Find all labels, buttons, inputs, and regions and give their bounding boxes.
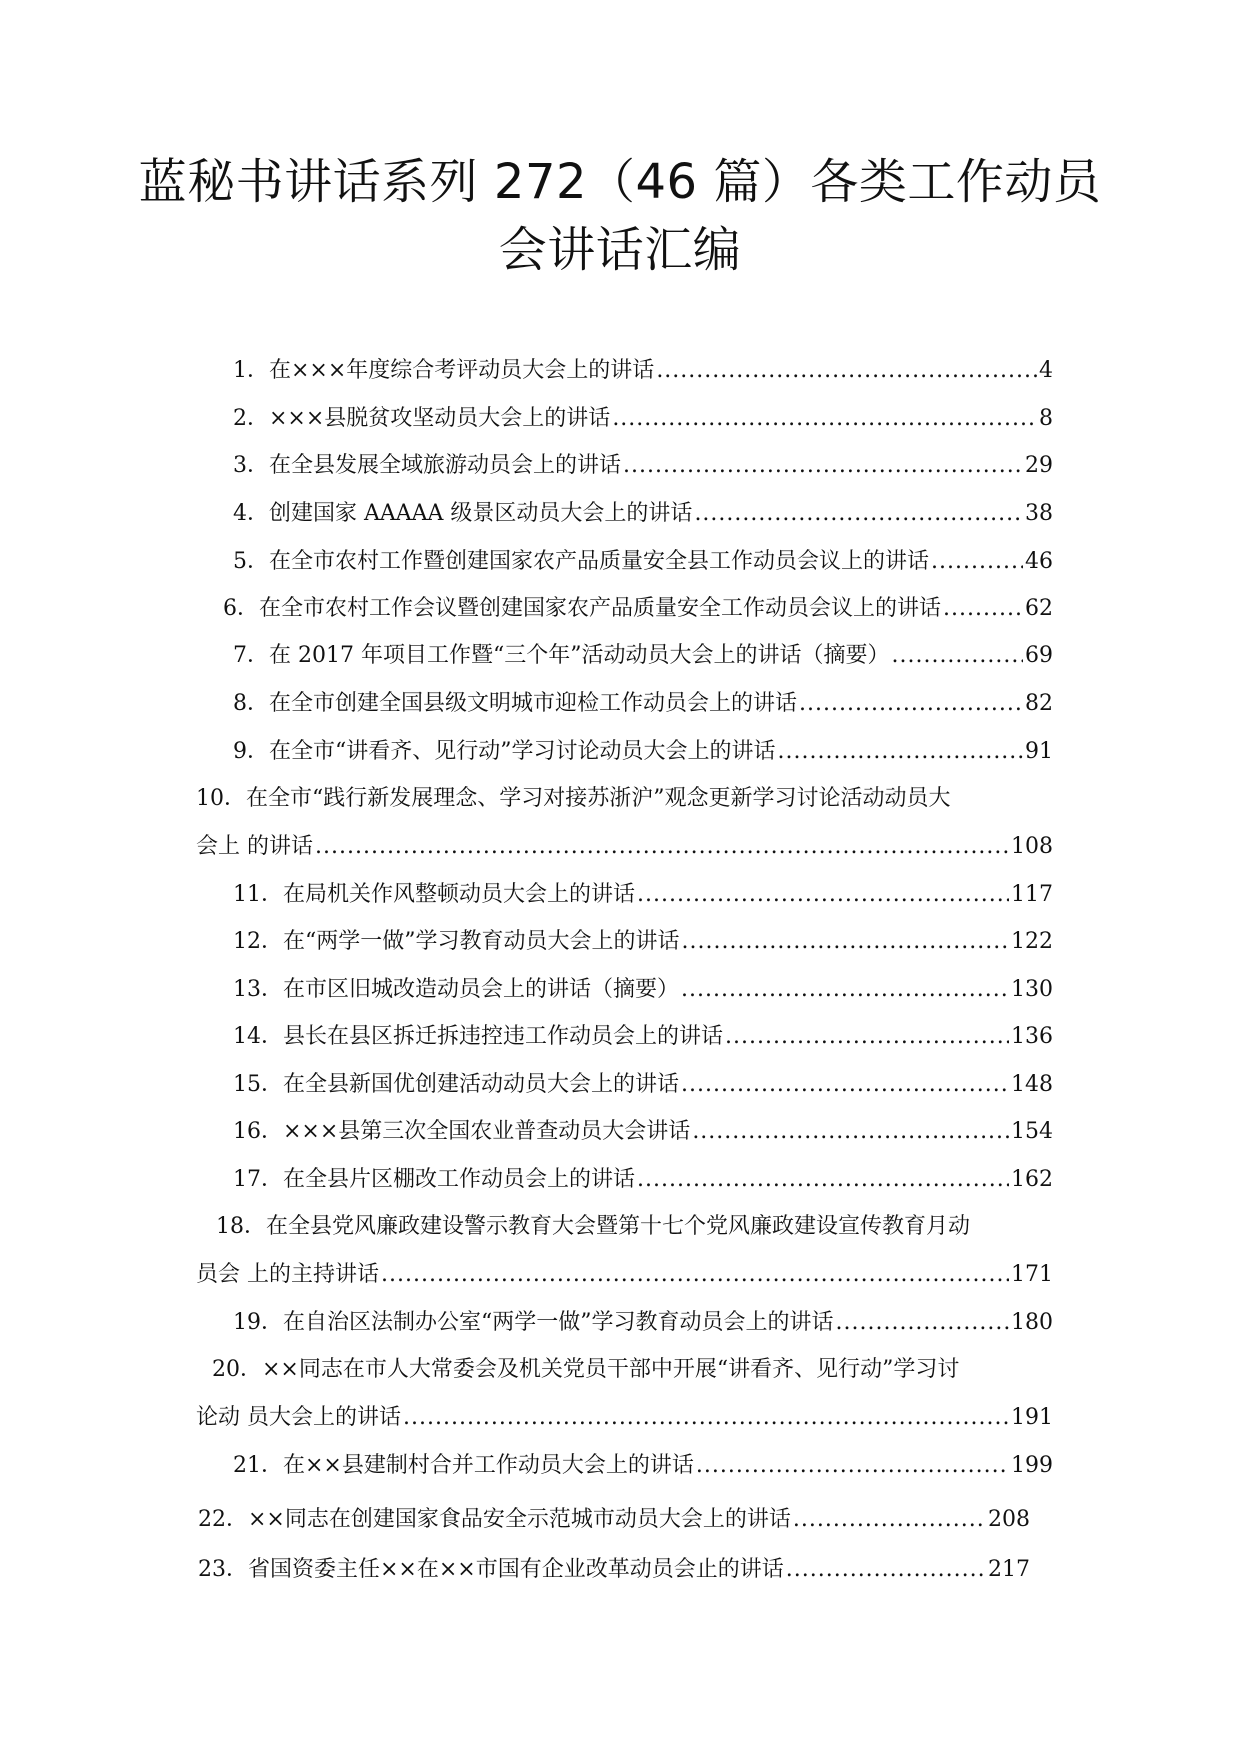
toc-number: 23． (198, 1557, 248, 1582)
toc-leader (799, 689, 1023, 719)
toc-entry[interactable] (198, 1555, 1030, 1585)
toc-number: 18． (216, 1214, 266, 1239)
toc-page: 180 (1011, 1310, 1053, 1335)
toc-number: 7． (233, 643, 269, 668)
toc-text: 在全市“讲看齐、见行动”学习讨论动员大会上的讲话 (269, 739, 776, 764)
toc-number: 9． (233, 739, 269, 764)
toc-page: 62 (1025, 596, 1053, 621)
toc-text: ××同志在市人大常委会及机关党员干部中开展“讲看齐、见行动”学习讨 (262, 1357, 960, 1382)
toc-text: 在 2017 年项目工作暨“三个年”活动动员大会上的讲话（摘要） (269, 643, 890, 668)
toc-page: 91 (1025, 739, 1053, 764)
title-line-2: 会讲话汇编 (498, 222, 742, 278)
toc-entry[interactable] (212, 1355, 1082, 1385)
toc-leader (793, 1505, 986, 1535)
toc-entry[interactable] (233, 1070, 1053, 1100)
toc-page: 38 (1025, 501, 1053, 526)
toc-number: 8． (233, 691, 269, 716)
toc-text: 在全县发展全域旅游动员会上的讲话 (269, 453, 622, 478)
toc-number: 12． (233, 929, 283, 954)
toc-number: 15． (233, 1072, 283, 1097)
toc-text: 在全市农村工作会议暨创建国家农产品质量安全工作动员会议上的讲话 (259, 596, 942, 621)
toc-entry[interactable] (216, 1212, 1086, 1242)
toc-leader (403, 1403, 1009, 1433)
toc-page: 217 (988, 1557, 1030, 1582)
toc-entry[interactable] (233, 927, 1053, 957)
toc-page: 8 (1039, 406, 1053, 431)
toc-number: 1． (233, 358, 269, 383)
toc-page: 117 (1011, 882, 1053, 907)
toc-page: 191 (1011, 1405, 1053, 1430)
toc-entry[interactable] (233, 1308, 1053, 1338)
toc-text: 在局机关作风整顿动员大会上的讲话 (283, 882, 636, 907)
title-line-1: 蓝秘书讲话系列 272（46 篇）各类工作动员 (138, 154, 1102, 210)
toc-number: 17． (233, 1167, 283, 1192)
toc-leader (725, 1022, 1009, 1052)
toc-leader (315, 832, 1009, 862)
toc-page: 162 (1011, 1167, 1053, 1192)
toc-entry[interactable] (233, 641, 1053, 671)
toc-leader (778, 737, 1024, 767)
toc-number: 13． (233, 977, 283, 1002)
toc-entry[interactable] (233, 1165, 1053, 1195)
toc-number: 20． (212, 1357, 262, 1382)
toc-page: 148 (1011, 1072, 1053, 1097)
toc-text: 在“两学一做”学习教育动员大会上的讲话 (283, 929, 680, 954)
toc-number: 3． (233, 453, 269, 478)
toc-leader (692, 1117, 1009, 1147)
toc-entry[interactable] (233, 356, 1053, 386)
toc-text: 员会 上的主持讲话 (196, 1262, 379, 1287)
toc-leader (694, 499, 1023, 529)
toc-page: 108 (1011, 834, 1053, 859)
toc-number: 4． (233, 501, 269, 526)
toc-entry[interactable] (233, 880, 1053, 910)
toc-entry[interactable] (233, 1117, 1053, 1147)
toc-leader (943, 594, 1023, 624)
toc-leader (891, 641, 1023, 671)
toc-number: 16． (233, 1119, 283, 1144)
toc-entry[interactable] (233, 499, 1053, 529)
toc-entry-continuation[interactable] (196, 1403, 1053, 1433)
toc-text: 在全县片区棚改工作动员会上的讲话 (283, 1167, 636, 1192)
toc-text: 县长在县区拆迁拆违控违工作动员会上的讲话 (283, 1024, 724, 1049)
toc-page: 130 (1011, 977, 1053, 1002)
toc-number: 11． (233, 882, 283, 907)
toc-leader (656, 356, 1037, 386)
toc-leader (681, 1070, 1009, 1100)
toc-text: 省国资委主任××在××市国有企业改革动员会止的讲话 (248, 1557, 784, 1582)
toc-leader (682, 927, 1010, 957)
toc-number: 19． (233, 1310, 283, 1335)
toc-number: 5． (233, 549, 269, 574)
toc-leader (612, 404, 1037, 434)
toc-page: 46 (1025, 549, 1053, 574)
toc-number: 2． (233, 406, 269, 431)
toc-page: 4 (1039, 358, 1053, 383)
toc-entry[interactable] (198, 1505, 1030, 1535)
toc-leader (931, 547, 1023, 577)
toc-text: 创建国家 AAAAA 级景区动员大会上的讲话 (269, 501, 693, 526)
toc-text: 在全市农村工作暨创建国家农产品质量安全县工作动员会议上的讲话 (269, 549, 930, 574)
toc-entry[interactable] (233, 689, 1053, 719)
toc-text: ×××县脱贫攻坚动员大会上的讲话 (269, 406, 611, 431)
toc-entry[interactable] (233, 404, 1053, 434)
toc-entry[interactable] (233, 737, 1053, 767)
toc-leader (836, 1308, 1010, 1338)
toc-entry[interactable] (233, 547, 1053, 577)
toc-page: 154 (1011, 1119, 1053, 1144)
toc-number: 14． (233, 1024, 283, 1049)
toc-text: ××同志在创建国家食品安全示范城市动员大会上的讲话 (248, 1507, 791, 1532)
toc-text: 在全市“践行新发展理念、学习对接苏浙沪”观念更新学习讨论活动动员大 (246, 786, 951, 811)
toc-leader (681, 975, 1009, 1005)
toc-text: 论动 员大会上的讲话 (196, 1405, 401, 1430)
toc-entry[interactable] (233, 975, 1053, 1005)
toc-text: 在××县建制村合并工作动员大会上的讲话 (283, 1453, 694, 1478)
toc-leader (696, 1451, 1009, 1481)
toc-leader (637, 880, 1009, 910)
toc-entry-continuation[interactable] (196, 832, 1053, 862)
toc-page: 171 (1011, 1262, 1053, 1287)
toc-text: ×××县第三次全国农业普查动员大会讲话 (283, 1119, 691, 1144)
toc-page: 82 (1025, 691, 1053, 716)
toc-leader (637, 1165, 1009, 1195)
toc-leader (786, 1555, 986, 1585)
toc-text: 在全县党风廉政建设警示教育大会暨第十七个党风廉政建设宣传教育月动 (266, 1214, 971, 1239)
toc-text: 在市区旧城改造动员会上的讲话（摘要） (283, 977, 680, 1002)
toc-text: 在自治区法制办公室“两学一做”学习教育动员会上的讲话 (283, 1310, 834, 1335)
toc-entry[interactable] (233, 451, 1053, 481)
toc-text: 在全县新国优创建活动动员大会上的讲话 (283, 1072, 680, 1097)
toc-page: 122 (1011, 929, 1053, 954)
toc-page: 29 (1025, 453, 1053, 478)
toc-page: 208 (988, 1507, 1030, 1532)
toc-page: 199 (1011, 1453, 1053, 1478)
toc-number: 21． (233, 1453, 283, 1478)
toc-entry[interactable] (233, 1451, 1053, 1481)
toc-text: 会上 的讲话 (196, 834, 313, 859)
toc-leader (381, 1260, 1009, 1290)
toc-entry[interactable] (196, 784, 1076, 814)
toc-text: 在全市创建全国县级文明城市迎检工作动员会上的讲话 (269, 691, 798, 716)
toc-leader (623, 451, 1023, 481)
toc-text: 在×××年度综合考评动员大会上的讲话 (269, 358, 655, 383)
toc-page: 136 (1011, 1024, 1053, 1049)
toc-entry-continuation[interactable] (196, 1260, 1053, 1290)
toc-number: 6． (223, 596, 259, 621)
toc-number: 22． (198, 1507, 248, 1532)
toc-entry[interactable] (223, 594, 1053, 624)
toc-page: 69 (1025, 643, 1053, 668)
toc-number: 10． (196, 786, 246, 811)
toc-entry[interactable] (233, 1022, 1053, 1052)
